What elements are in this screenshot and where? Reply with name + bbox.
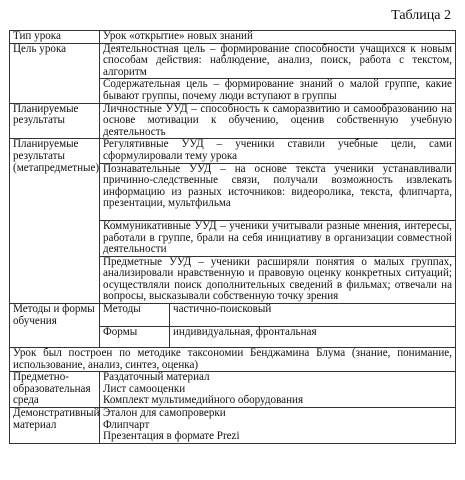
goal-label: Цель урока [10, 43, 100, 103]
table-caption: Таблица 2 [391, 8, 451, 23]
table-row [10, 408, 456, 444]
table-row [10, 372, 456, 408]
subject-uud: Предметные УУД – ученики расширяли понятия о малых группах, анализировали нравственную и правовую оценку конкретных ситуаций; осуществляли поиск дополнительных сведений в фильмах; отвечали на вопросы, высказывали собственную точку зрения [100, 256, 456, 303]
table-row [10, 31, 456, 44]
personal-results-label: Планируемые результаты [10, 103, 100, 139]
environment-list [100, 372, 456, 408]
environment-label: Предметно-образовательная среда [10, 372, 100, 408]
regulatory-uud: Регулятивные УУД – ученики ставили учебные цели, сами сформулировали тему урока [100, 139, 456, 163]
demo-label: Демонстративный материал [10, 408, 100, 444]
lesson-type-value: Урок «открытие» новых знаний [100, 31, 456, 44]
forms-row-label: Формы [100, 327, 170, 348]
table-row [10, 43, 456, 79]
list-item: Эталон для самопроверки [103, 407, 226, 420]
list-item: Флипчарт [103, 418, 150, 431]
list-item: Лист самооценки [103, 382, 186, 395]
lesson-table [9, 30, 456, 444]
methods-label: Методы и формы обучения [10, 304, 100, 348]
table-row [10, 103, 456, 139]
table-row [10, 304, 456, 327]
list-item: Презентация в формате Prezi [103, 430, 240, 443]
table-row [10, 139, 456, 163]
communicative-uud: Коммуникативные УУД – ученики учитывали разные мнения, интересы, работали в группе, брали на себя инициативу в организации совместной деятельности [100, 220, 456, 256]
meta-results-label: Планируемые результаты (метапредметные) [10, 139, 100, 304]
demo-list [100, 408, 456, 444]
personal-results-value: Личностные УУД – способность к саморазвитию и самообразованию на основе мотивации к обучению, оценив собственную учебную деятельность [100, 103, 456, 139]
activity-goal: Деятельностная цель – формирование способности учащихся к новым способам действия: наблюдение, анализ, поиск, работа с текстом, алгоритм [100, 43, 456, 79]
list-item: Раздаточный материал [103, 371, 210, 384]
lesson-type-label: Тип урока [10, 31, 100, 44]
bloom-note: Урок был построен по методике таксономии Бенджамина Блума (знание, понимание, использование, анализ, синтез, оценка) [10, 348, 456, 372]
list-item: Комплект мультимедийного оборудования [103, 394, 304, 407]
methods-row-value: частично-поисковый [170, 304, 456, 327]
forms-row-value: индивидуальная, фронтальная [170, 327, 456, 348]
methods-row-label: Методы [100, 304, 170, 327]
table-row [10, 348, 456, 372]
cognitive-uud: Познавательные УУД – на основе текста ученики устанавливали причинно-следственные связи, получали возможность извлекать информацию из разных источников: видеоролика, текста, флипчарта, презентации, мультфильма [100, 163, 456, 220]
content-goal: Содержательная цель – формирование знаний о малой группе, какие бывают группы, почему люди вступают в группы [100, 79, 456, 103]
